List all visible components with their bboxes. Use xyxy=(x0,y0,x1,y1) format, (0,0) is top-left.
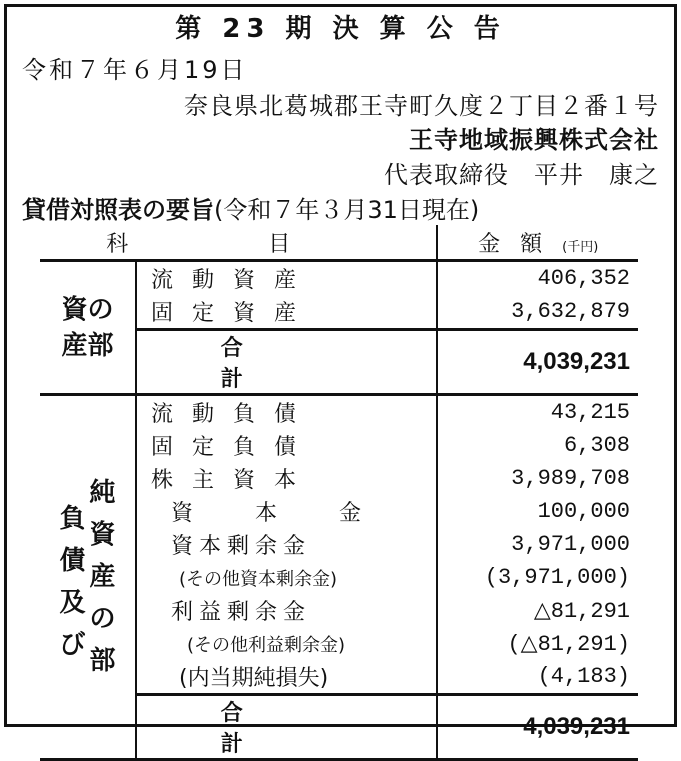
liab-total-amount: 4,039,231 xyxy=(437,695,638,760)
representative: 代表取締役 平井 康之 xyxy=(384,161,659,189)
header-amount-cell xyxy=(437,225,638,261)
liab-row-label: (その他資本剰余金) xyxy=(136,561,437,594)
liab-group-text xyxy=(40,472,135,682)
liab-row-label: 資 本 金 xyxy=(136,495,437,528)
section-title: 貸借対照表の要旨 xyxy=(22,196,214,224)
assets-row-amount: 3,632,879 xyxy=(511,299,630,324)
table-header-row xyxy=(40,225,638,261)
assets-row-amount: 406,352 xyxy=(537,266,630,291)
assets-group-label xyxy=(40,261,136,395)
company-name: 王寺地域振興株式会社 xyxy=(409,126,659,154)
liab-group-left xyxy=(59,472,85,682)
liab-row-amount: (△81,291) xyxy=(507,631,630,657)
section-heading xyxy=(22,190,479,225)
liab-row-amount: △81,291 xyxy=(533,598,630,624)
section-date: (令和７年３月31日現在) xyxy=(214,196,480,224)
table-row xyxy=(40,395,638,430)
assets-total-amount: 4,039,231 xyxy=(437,330,638,395)
liab-row-amount: 43,215 xyxy=(550,400,630,425)
company-address: 奈良県北葛城郡王寺町久度２丁目２番１号 xyxy=(184,92,659,120)
liab-row-label: (その他利益剰余金) xyxy=(136,627,437,660)
header-amount: 金額 xyxy=(478,231,563,257)
liab-group-char: 純 xyxy=(89,478,116,508)
assets-group-text: 資の産部 xyxy=(61,294,114,361)
liab-row-amount: 3,989,708 xyxy=(511,466,630,491)
liab-row-amount: 3,971,000 xyxy=(511,532,630,557)
liab-group-char: 負 xyxy=(59,504,86,534)
balance-sheet-table xyxy=(40,225,638,761)
header-item: 科目 xyxy=(40,225,437,261)
liab-row-amount: 6,308 xyxy=(563,433,630,458)
liab-row-amount: (3,971,000) xyxy=(484,565,630,590)
liab-group-char: 産 xyxy=(89,562,116,592)
liab-row-label: 固 定 負 債 xyxy=(136,429,437,462)
liab-group-char: 債 xyxy=(59,546,86,576)
liab-row-label: (内当期純損失) xyxy=(136,660,437,695)
notice-date: 令和７年６月19日 xyxy=(22,56,248,84)
liab-group-char: 資 xyxy=(89,520,116,550)
header-unit: (千円) xyxy=(562,239,599,255)
liab-group-char: の xyxy=(89,604,116,634)
assets-row-label: 流 動 資 産 xyxy=(136,261,437,296)
table-row xyxy=(40,261,638,296)
liab-group-right xyxy=(89,472,115,682)
assets-total-label: 合計 xyxy=(136,330,437,395)
notice-title: 第 23 期 決 算 公 告 xyxy=(175,14,506,44)
liab-row-label: 資本剰余金 xyxy=(136,528,437,561)
liab-row-amount: 100,000 xyxy=(537,499,630,524)
assets-row-label: 固 定 資 産 xyxy=(136,295,437,330)
liab-row-label: 株 主 資 本 xyxy=(136,462,437,495)
liab-group-label xyxy=(40,395,136,760)
liab-group-char: 部 xyxy=(89,646,116,676)
liab-row-amount: (4,183) xyxy=(537,664,630,689)
liab-group-char: 及 xyxy=(59,588,86,618)
liab-total-label: 合計 xyxy=(136,695,437,760)
liab-row-label: 流 動 負 債 xyxy=(136,395,437,430)
liab-group-char: び xyxy=(59,630,86,660)
liab-row-label: 利益剰余金 xyxy=(136,594,437,627)
